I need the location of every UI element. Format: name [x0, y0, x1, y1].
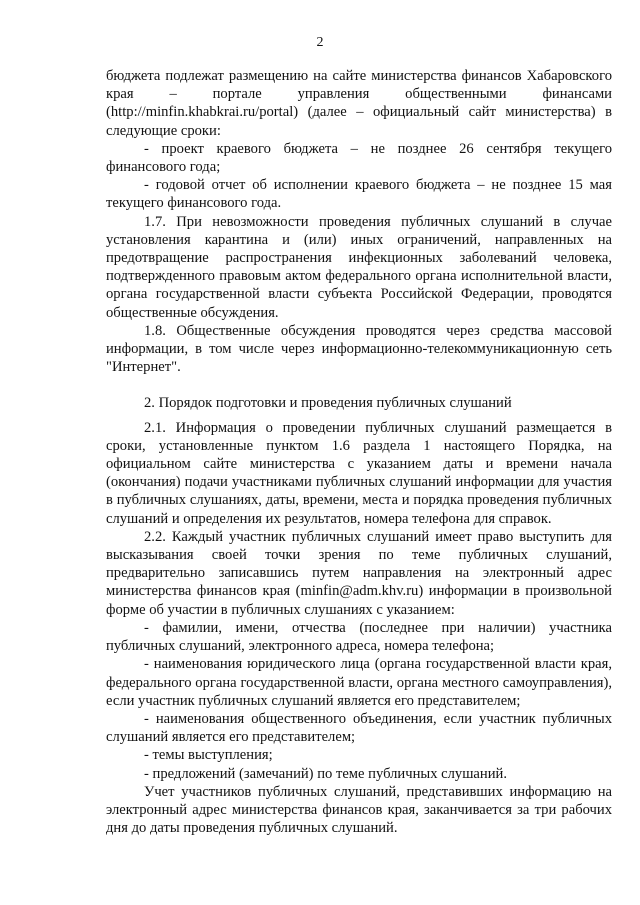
list-item-legal-entity: - наименования юридического лица (органа государственной власти края, федерального органа государственной власти, органа местного самоуправления), если участник публичных слушаний является его представителем;	[106, 656, 612, 709]
list-item-name: - фамилии, имени, отчества (последнее при наличии) участника публичных слушаний, электронного адреса, номера телефона;	[106, 619, 612, 655]
list-item-annual-report: - годовой отчет об исполнении краевого бюджета – не позднее 15 мая текущего финансового года.	[106, 177, 612, 212]
list-item-topic: - темы выступления;	[144, 747, 273, 764]
paragraph-budget-placement: бюджета подлежат размещению на сайте министерства финансов Хабаровского края – портале управления общественными финансами (http://minfin.khabkrai.ru/portal) (далее – официальный сайт министерства) в следующие сроки:	[106, 68, 612, 139]
page-number: 2	[316, 35, 324, 50]
document-body	[106, 67, 612, 837]
paragraph-1-7: 1.7. При невозможности проведения публичных слушаний в случае установления карантина и (или) иных ограничений, направленных на предотвращение распространения инфекционных заболеваний человека, подтвержденного правовым актом федерального органа исполнительной власти, органа государственной власти субъекта Российской Федерации, проводятся общественные обсуждения.	[106, 213, 612, 321]
paragraph-participant-registration: Учет участников публичных слушаний, представивших информацию на электронный адрес министерства финансов края, заканчивается за три рабочих дня до даты проведения публичных слушаний.	[106, 783, 612, 837]
paragraph-1-8: 1.8. Общественные обсуждения проводятся через средства массовой информации, в том числе через информационно-телекоммуникационную сеть "Интернет".	[106, 322, 612, 376]
paragraph-2-1: 2.1. Информация о проведении публичных слушаний размещается в сроки, установленные пунктом 1.6 раздела 1 настоящего Порядка, на официальном сайте министерства с указанием даты и времени начала (окончания) подачи участниками публичных слушаний информации для участия в публичных слушаниях, даты, времени, места и порядка проведения публичных слушаний и определения их результатов, номера телефона для справок.	[106, 419, 612, 527]
paragraph-2-2: 2.2. Каждый участник публичных слушаний имеет право выступить для высказывания своей точки зрения по теме публичных слушаний, предварительно записавшись путем направления на электронный адрес министерства финансов края (minfin@adm.khv.ru) информации в произвольной форме об участии в публичных слушаниях с указанием:	[106, 528, 612, 618]
list-item-public-association: - наименования общественного объединения, если участник публичных слушаний является его представителем;	[106, 710, 612, 746]
list-item-draft-budget: - проект краевого бюджета – не позднее 26 сентября текущего финансового года;	[106, 140, 612, 176]
list-item-proposals: - предложений (замечаний) по теме публичных слушаний.	[144, 765, 507, 782]
section-heading-2: 2. Порядок подготовки и проведения публичных слушаний	[144, 395, 512, 412]
